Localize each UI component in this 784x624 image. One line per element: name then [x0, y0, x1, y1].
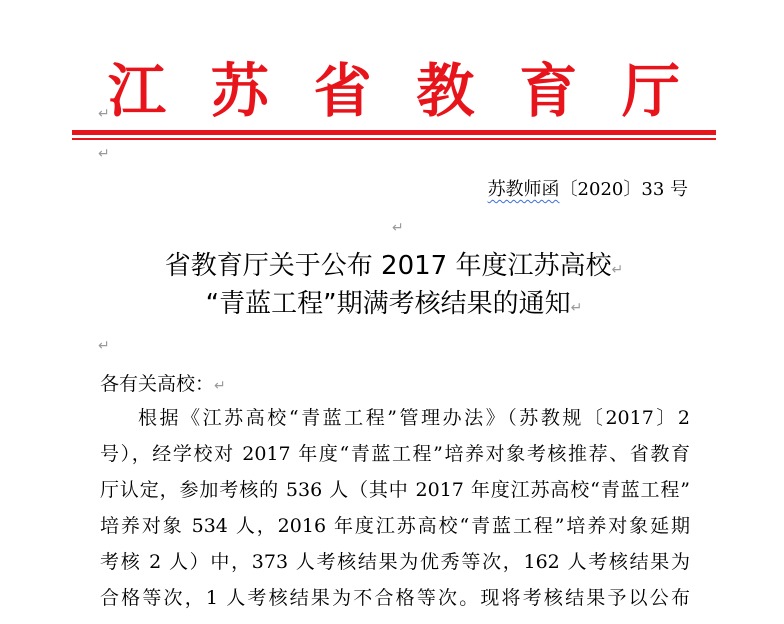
body-line: 厅认定，参加考核的 536 人（其中 2017 年度江苏高校“青蓝工程”: [100, 479, 690, 501]
title-text-1: 省教育厅关于公布 2017 年度江苏高校: [164, 251, 612, 281]
paragraph-mark-icon: ↵: [611, 262, 624, 278]
paragraph-mark-icon: ↵: [98, 338, 110, 354]
header-char: 厅: [621, 57, 680, 125]
paragraph-mark-icon: ↵: [214, 378, 226, 394]
header-rule-thin: [72, 138, 716, 140]
body-line: 号），经学校对 2017 年度“青蓝工程”培养对象考核推荐、省教育: [100, 443, 690, 465]
body-line: 培养对象 534 人，2016 年度江苏高校“青蓝工程”培养对象延期: [100, 515, 690, 537]
paragraph-mark-icon: ↵: [98, 106, 110, 122]
document-title-line-1: [72, 248, 716, 288]
paragraph-mark-icon: ↵: [98, 146, 110, 162]
title-text-2: “青蓝工程”期满考核结果的通知: [205, 289, 571, 319]
body-line: 根据《江苏高校“青蓝工程”管理办法》（苏教规〔2017〕2: [138, 407, 690, 429]
doc-number-rest: 〔2020〕33 号: [559, 179, 688, 200]
body-line: 合格等次，1 人考核结果为不合格等次。现将考核结果予以公布: [100, 587, 690, 609]
header-char: 省: [313, 57, 372, 125]
header-char: 教: [416, 57, 475, 125]
document-number: [488, 176, 688, 204]
paragraph-mark-icon: ↵: [392, 220, 404, 236]
salutation-text: 各有关高校：: [100, 373, 215, 395]
body-line: 考核 2 人）中，373 人考核结果为优秀等次，162 人考核结果为: [100, 551, 690, 573]
header-rule-thick: [72, 130, 716, 135]
document-title-line-2: [72, 286, 716, 326]
header-char: 育: [519, 57, 578, 125]
paragraph-mark-icon: ↵: [570, 300, 583, 316]
doc-number-prefix: 苏教师函: [487, 179, 560, 200]
issuer-header: [108, 56, 680, 126]
header-char: 江: [108, 57, 167, 125]
header-char: 苏: [210, 57, 269, 125]
salutation: [100, 370, 226, 400]
